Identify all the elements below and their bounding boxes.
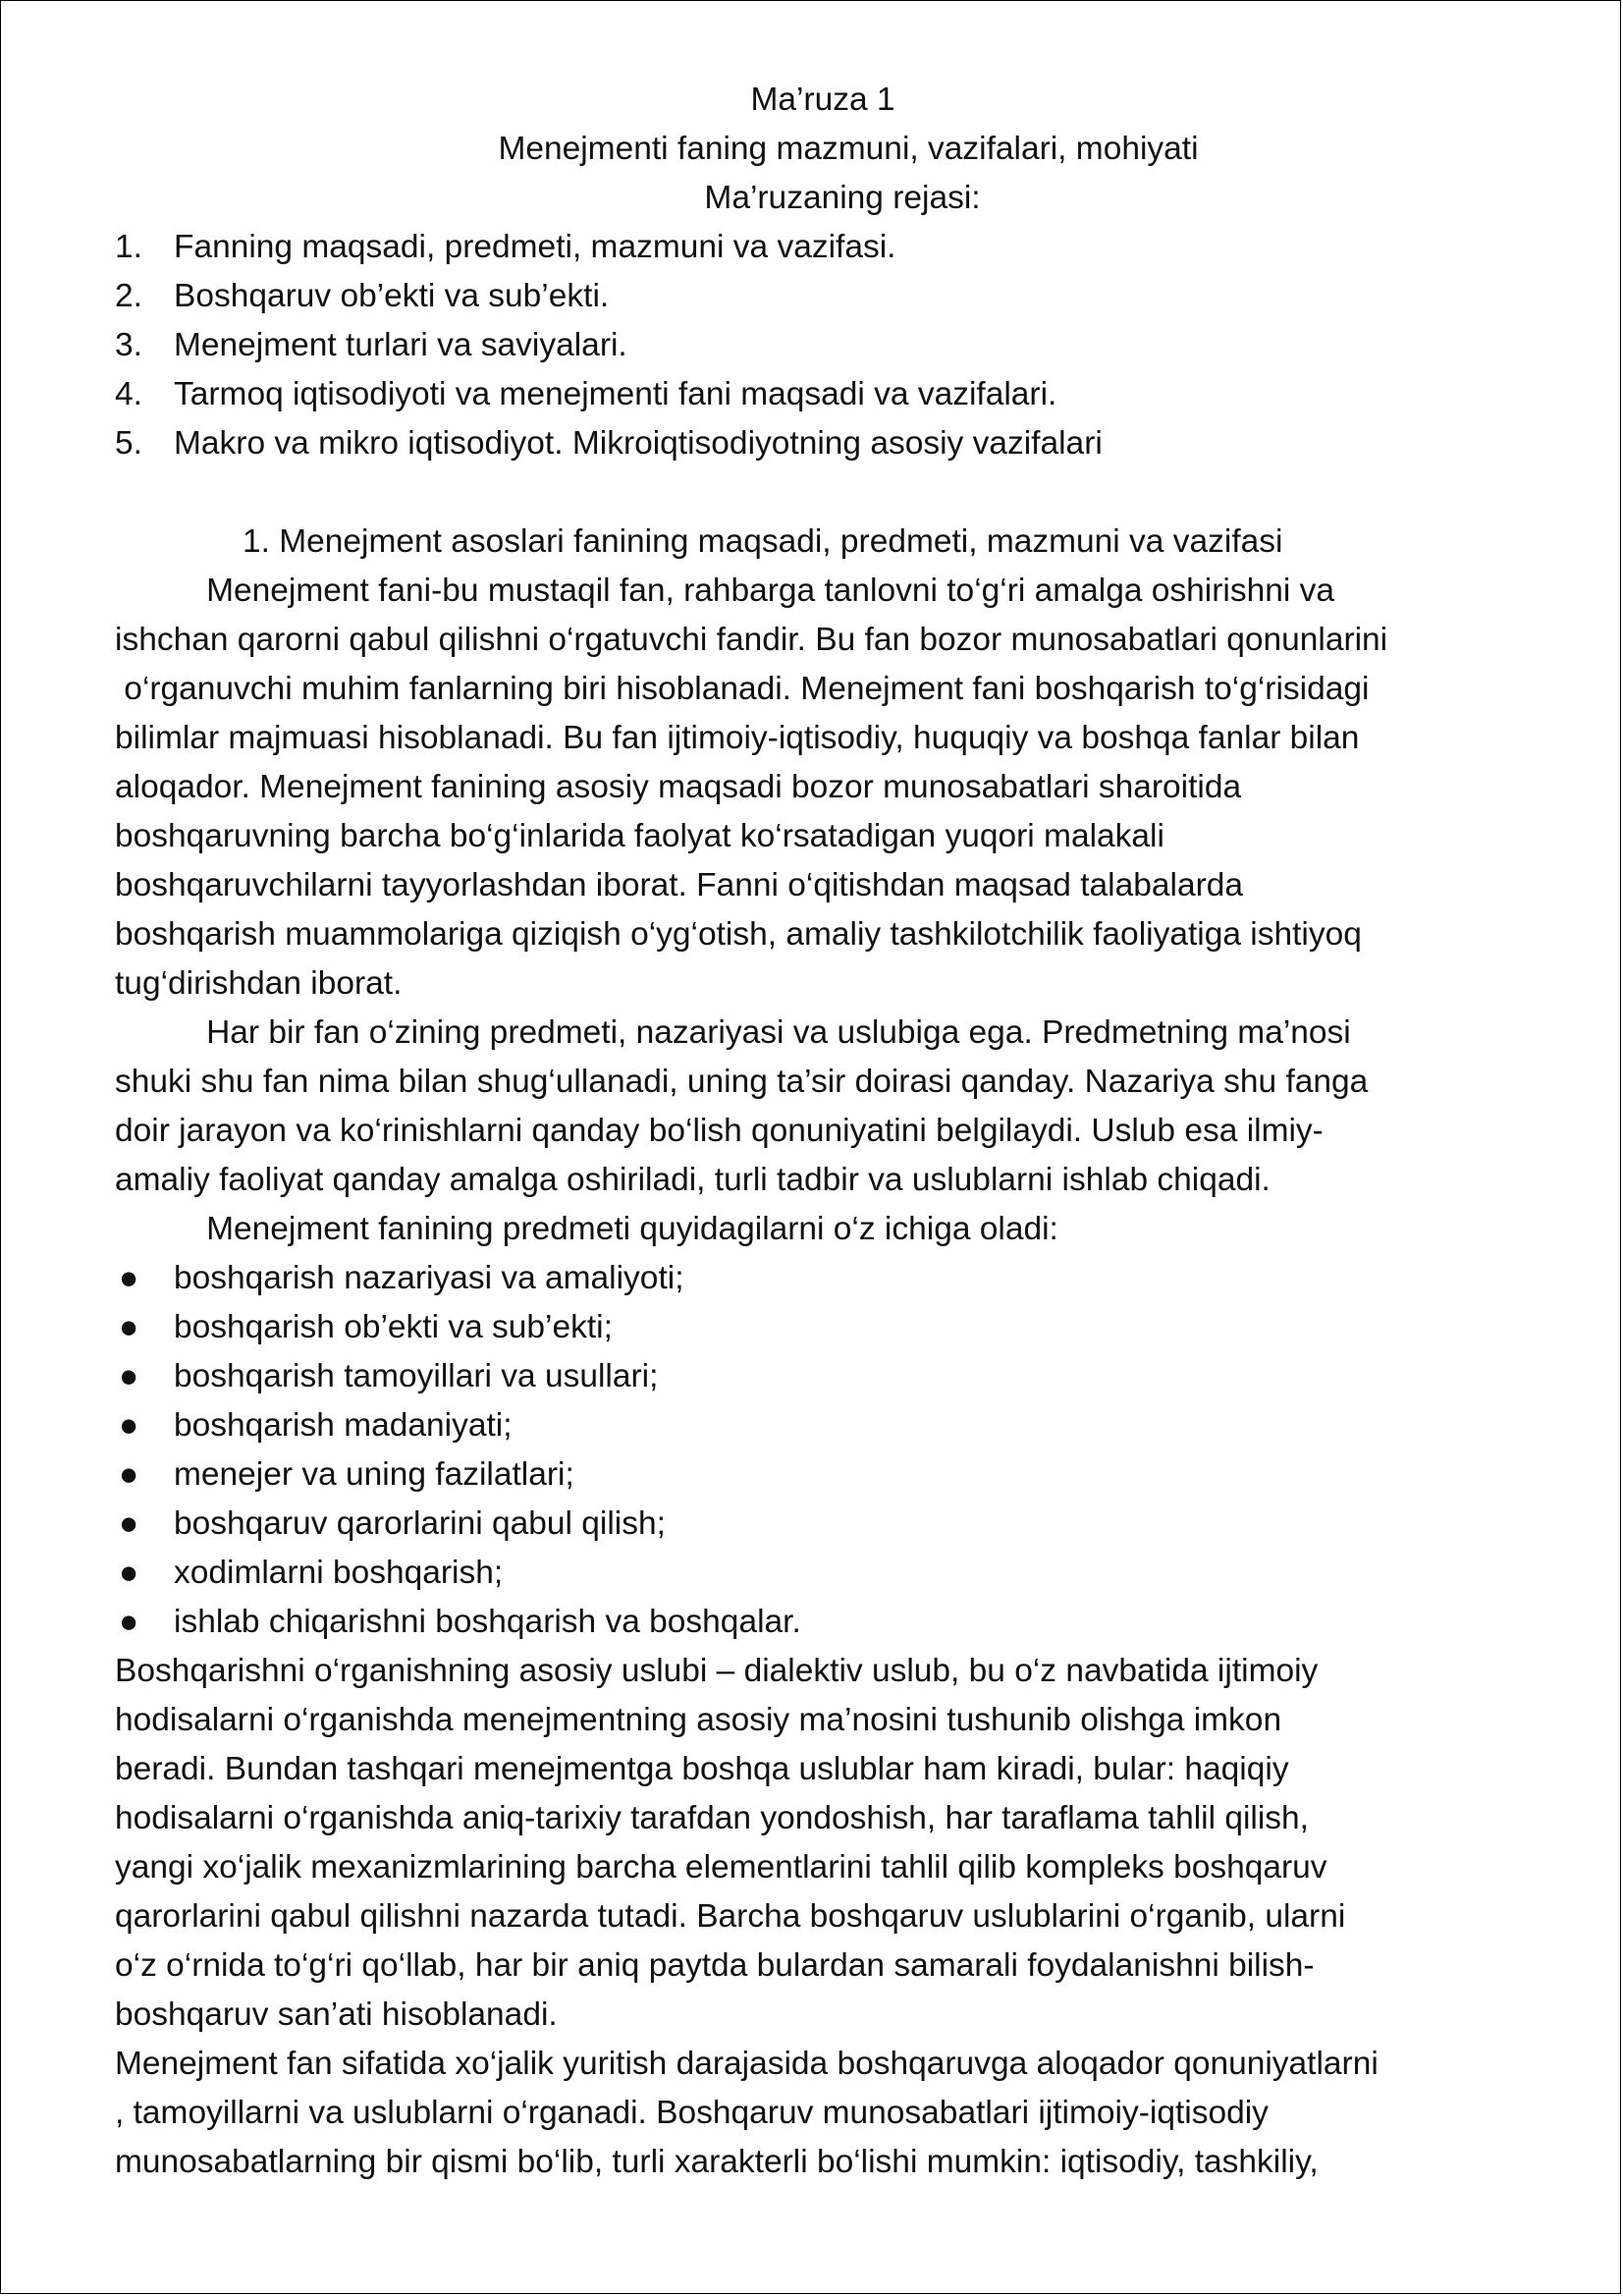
list-number: 1. bbox=[115, 229, 142, 265]
lecture-subtitle: Menejmenti faning mazmuni, vazifalari, mohiyati bbox=[498, 131, 1199, 167]
paragraph: Boshqarishni o‘rganishning asosiy uslubi – dialektiv uslub, bu o‘z navbatida ijtimoiy hodisalarni o‘rganishda menejmentning asosiy ma’nosini tushunib olishga imkon beradi. Bundan tashqari menejmentga boshqa uslublar ham kiradi, bular: haqiqiy hodisalarni o‘rganishda aniq-tarixiy tarafdan yondoshish, har taraflama tahlil qilish, yangi xo‘jalik mexanizmlarining barcha elementlarini tahlil qilib kompleks boshqaruv qarorlarini qabul qilishni nazarda tutadi. Barcha boshqaruv uslublarini o‘rganib, ularni o‘z o‘rnida to‘g‘ri qo‘llab, har bir aniq paytda bulardan samarali foydalanishni bilish- boshqaruv san’ati hisoblanadi. bbox=[115, 1653, 1346, 2033]
list-item bbox=[115, 1598, 1531, 1647]
list-item-text: Fanning maqsadi, predmeti, mazmuni va vazifasi. bbox=[174, 229, 896, 265]
subject-bullet-list bbox=[115, 1254, 1531, 1647]
list-item-text: boshqaruv qarorlarini qabul qilish; bbox=[174, 1505, 666, 1542]
bullet-icon: ● bbox=[119, 1604, 139, 1640]
list-item bbox=[115, 1450, 1531, 1500]
list-item-text: menejer va uning fazilatlari; bbox=[174, 1456, 574, 1493]
list-item bbox=[115, 1549, 1531, 1598]
list-item-text: Tarmoq iqtisodiyoti va menejmenti fani maqsadi va vazifalari. bbox=[174, 376, 1057, 412]
paragraph: Menejment fan sifatida xo‘jalik yuritish darajasida boshqaruvga aloqador qonuniyatlarni , tamoyillarni va uslublarni o‘rganadi. Boshqaruv munosabatlari ijtimoiy-iqtisodiy munosabatlarning bir qismi bo‘lib, turli xarakterli bo‘lishi mumkin: iqtisodiy, tashkiliy, bbox=[115, 2046, 1379, 2180]
list-item-text: Boshqaruv ob’ekti va sub’ekti. bbox=[174, 278, 610, 314]
list-item bbox=[115, 419, 1531, 468]
spacer bbox=[115, 468, 1531, 518]
list-item-text: ishlab chiqarishni boshqarish va boshqalar. bbox=[174, 1604, 801, 1640]
paragraph: Har bir fan o‘zining predmeti, nazariyasi va uslubiga ega. Predmetning ma’nosi shuki shu fan nima bilan shug‘ullanadi, uning ta’sir doirasi qanday. Nazariya shu fanga doir jarayon va ko‘rinishlarni qanday bo‘lish qonuniyatini belgilaydi. Uslub esa ilmiy- amaliy faoliyat qanday amalga oshiriladi, turli tadbir va uslublarni ishlab chiqadi. bbox=[115, 1014, 1369, 1198]
document-content bbox=[115, 76, 1531, 2187]
list-number: 3. bbox=[115, 327, 142, 363]
list-item-text: boshqarish madaniyati; bbox=[174, 1407, 513, 1444]
lecture-title: Ma’ruza 1 bbox=[750, 82, 895, 118]
list-number: 4. bbox=[115, 376, 142, 412]
bullet-icon: ● bbox=[119, 1456, 139, 1493]
list-item bbox=[115, 321, 1531, 370]
list-item-text: boshqarish tamoyillari va usullari; bbox=[174, 1358, 659, 1394]
plan-list bbox=[115, 223, 1531, 468]
list-item-text: Makro va mikro iqtisodiyot. Mikroiqtisodiyotning asosiy vazifalari bbox=[174, 425, 1103, 462]
bullet-icon: ● bbox=[119, 1555, 139, 1591]
bullet-icon: ● bbox=[119, 1260, 139, 1296]
section-heading: 1. Menejment asoslari fanining maqsadi, predmeti, mazmuni va vazifasi bbox=[243, 523, 1283, 560]
list-item-text: Menejment turlari va saviyalari. bbox=[174, 327, 627, 363]
bullet-icon: ● bbox=[119, 1407, 139, 1444]
list-item bbox=[115, 370, 1531, 419]
list-item bbox=[115, 1352, 1531, 1401]
list-item-text: boshqarish nazariyasi va amaliyoti; bbox=[174, 1260, 684, 1296]
list-item bbox=[115, 1401, 1531, 1450]
bullet-icon: ● bbox=[119, 1358, 139, 1394]
paragraph: Menejment fani-bu mustaqil fan, rahbarga tanlovni to‘g‘ri amalga oshirishni va ishchan qarorni qabul qilishni o‘rgatuvchi fandir. Bu fan bozor munosabatlari qonunlarini o‘rganuvchi muhim fanlarning biri hisoblanadi. Menejment fani boshqarish to‘g‘risidagi bilimlar majmuasi hisoblanadi. Bu fan ijtimoiy-iqtisodiy, huquqiy va boshqa fanlar bilan aloqador. Menejment fanining asosiy maqsadi bozor munosabatlari sharoitida boshqaruvning barcha bo‘g‘inlarida faolyat ko‘rsatadigan yuqori malakali boshqaruvchilarni tayyorlashdan iborat. Fanni o‘qitishdan maqsad talabalarda boshqarish muammolariga qiziqish o‘yg‘otish, amaliy tashkilotchilik faoliyatiga ishtiyoq tug‘dirishdan iborat. bbox=[115, 573, 1388, 1002]
list-item bbox=[115, 1303, 1531, 1352]
list-number: 5. bbox=[115, 425, 142, 462]
bullet-icon: ● bbox=[119, 1505, 139, 1542]
plan-heading: Ma’ruzaning rejasi: bbox=[704, 180, 981, 216]
list-item bbox=[115, 223, 1531, 272]
list-item bbox=[115, 1254, 1531, 1303]
bullet-icon: ● bbox=[119, 1309, 139, 1345]
list-item-text: xodimlarni boshqarish; bbox=[174, 1555, 504, 1591]
list-number: 2. bbox=[115, 278, 142, 314]
list-item bbox=[115, 1500, 1531, 1549]
list-item-text: boshqarish ob’ekti va sub’ekti; bbox=[174, 1309, 613, 1345]
paragraph: Menejment fanining predmeti quyidagilarni o‘z ichiga oladi: bbox=[115, 1211, 1058, 1247]
list-item bbox=[115, 272, 1531, 321]
